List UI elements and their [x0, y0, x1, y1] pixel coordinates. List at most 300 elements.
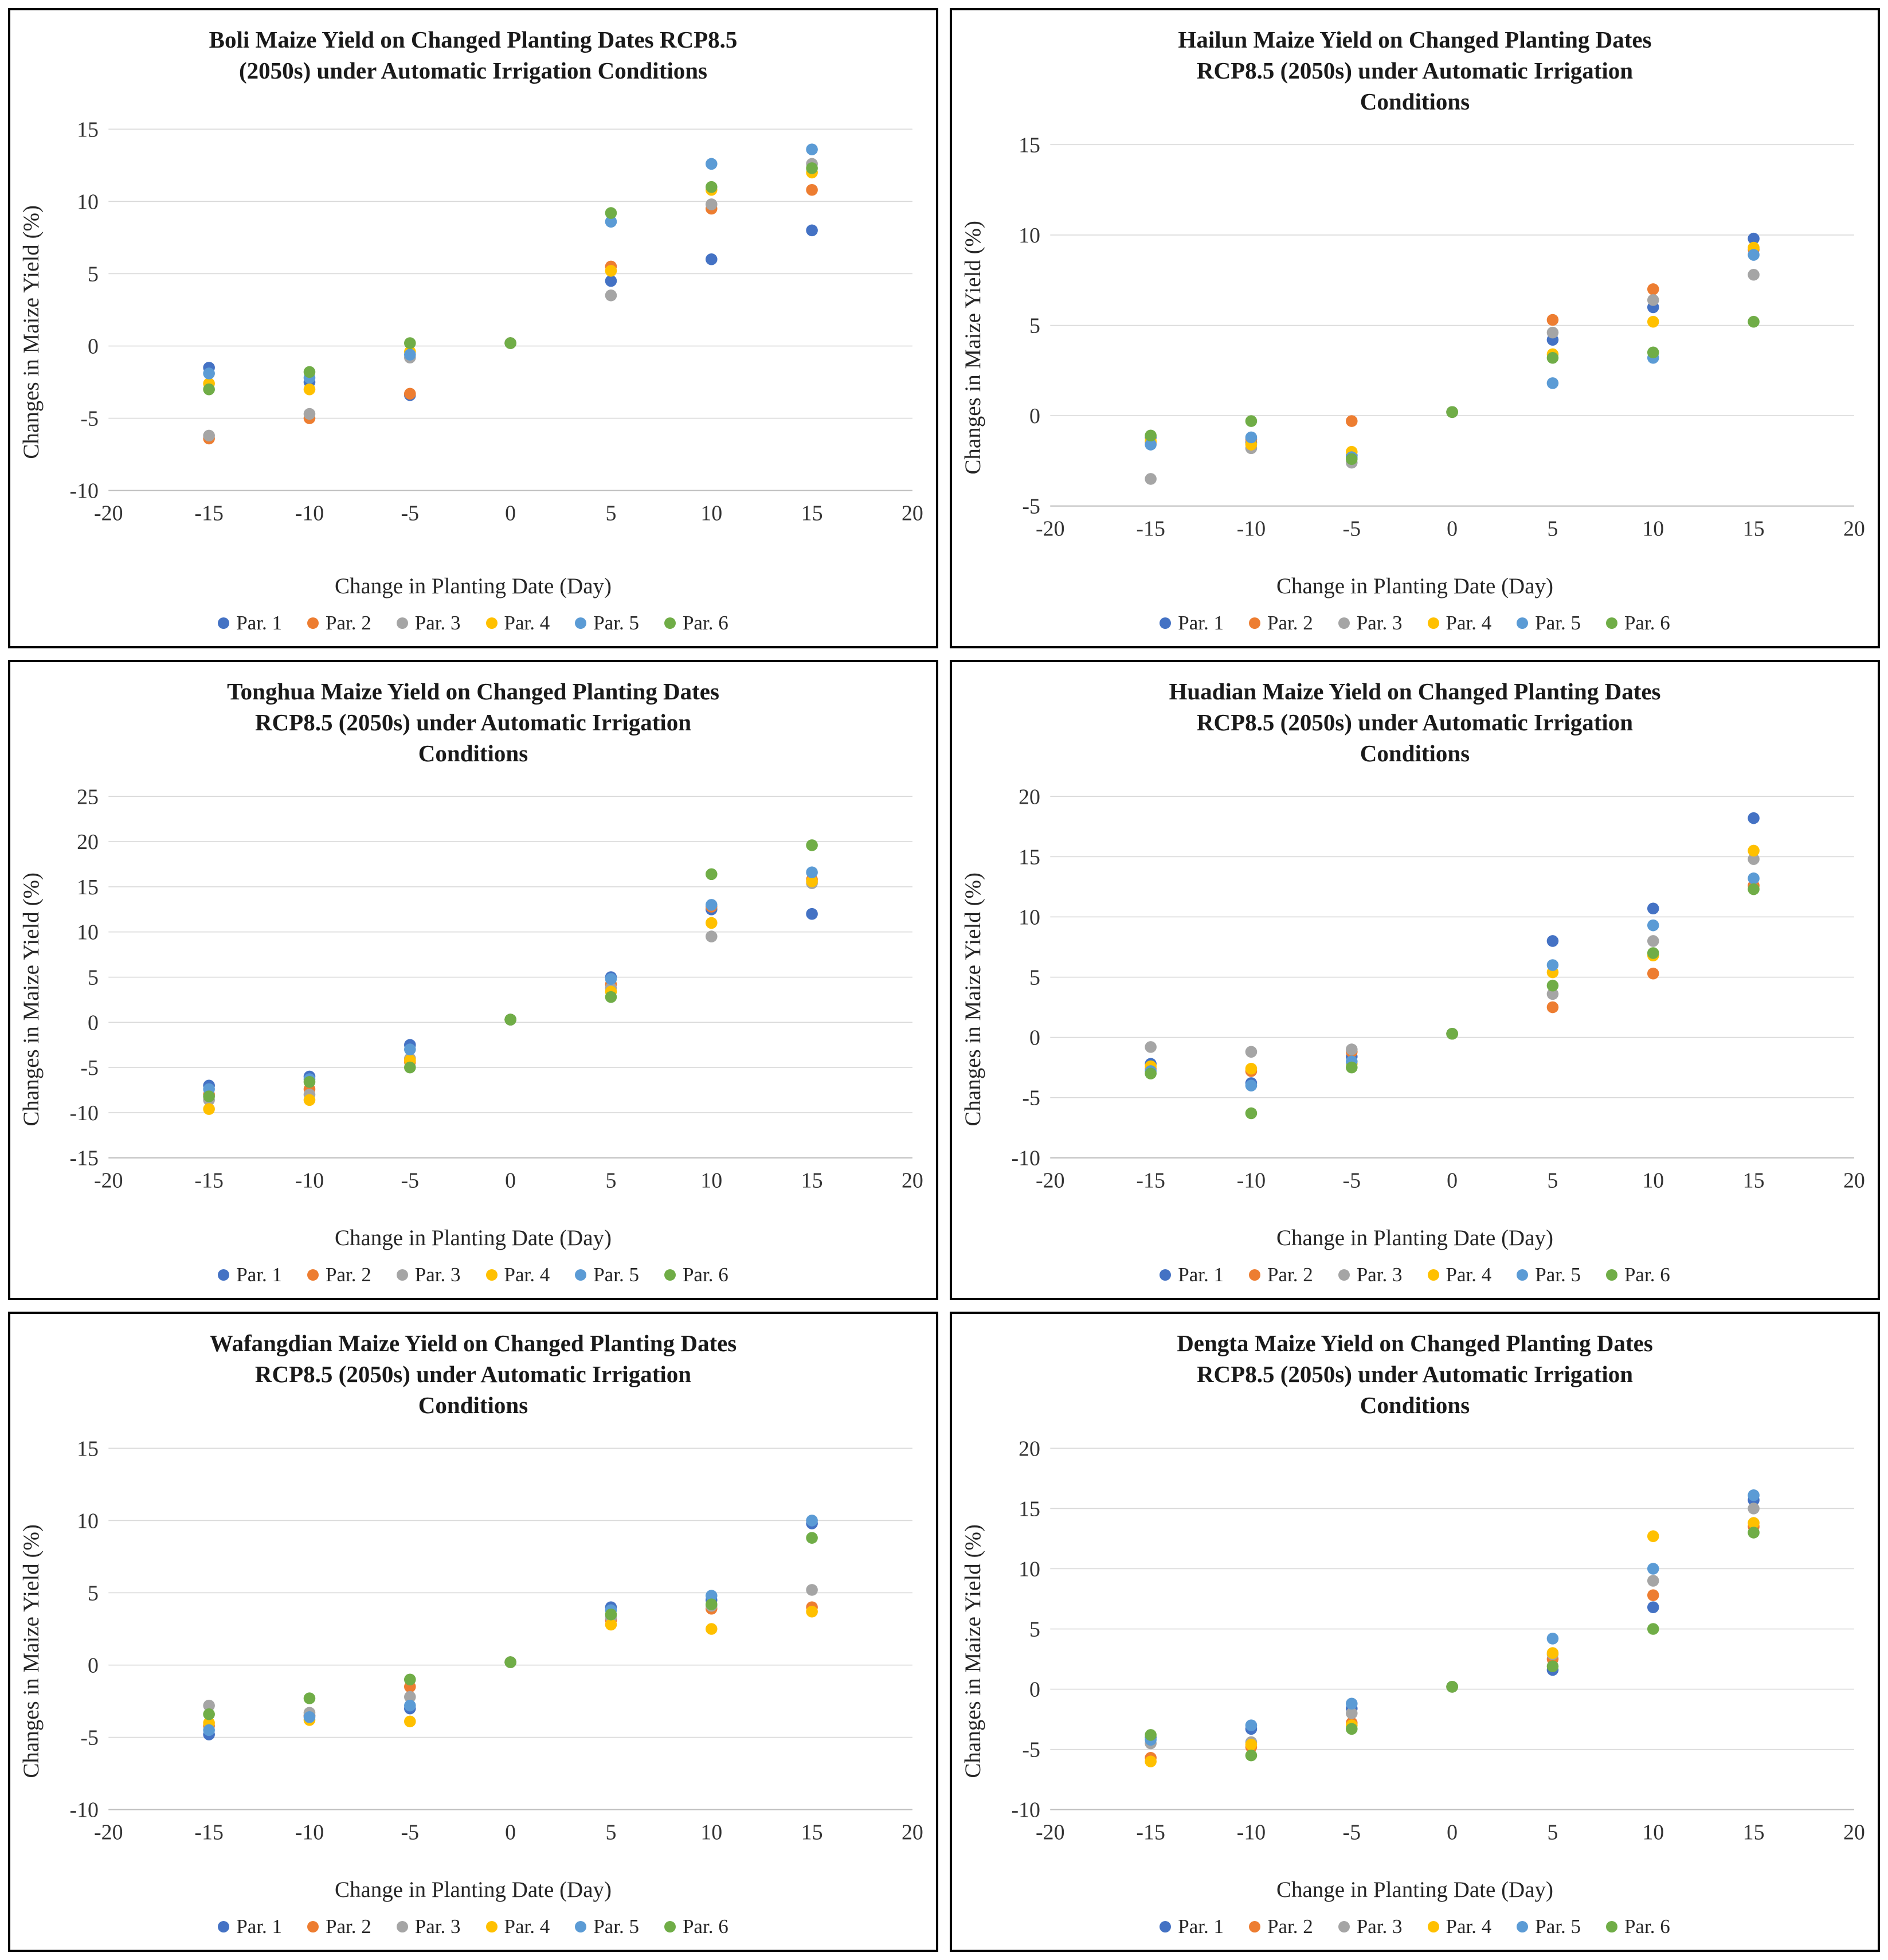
svg-text:-10: -10: [295, 1168, 324, 1193]
legend-item: [307, 612, 371, 635]
data-point: [706, 917, 718, 929]
series-par-6: [1145, 883, 1760, 1118]
data-point: [1145, 1041, 1157, 1053]
legend-label: Par. 5: [593, 1263, 639, 1286]
legend-label: Par. 6: [1624, 612, 1670, 634]
data-point: [1748, 873, 1760, 885]
legend-label: Par. 6: [682, 1915, 728, 1938]
data-point: [706, 1623, 718, 1635]
data-point: [605, 207, 617, 219]
data-point: [1547, 1660, 1559, 1672]
svg-text:5: 5: [1029, 314, 1040, 338]
svg-text:-15: -15: [194, 1820, 224, 1845]
data-point: [1748, 883, 1760, 895]
svg-text:-5: -5: [1022, 494, 1040, 519]
series-par-4: [1145, 241, 1760, 457]
x-axis-ticks: [94, 501, 923, 525]
legend-label: Par. 2: [326, 612, 371, 634]
x-axis-title: Change in Planting Date (Day): [334, 574, 612, 598]
data-point: [1245, 1107, 1258, 1119]
legend-label: Par. 4: [504, 612, 550, 634]
series-par-2: [203, 874, 818, 1101]
data-point: [1446, 406, 1458, 418]
data-point: [1647, 920, 1659, 932]
legend-marker-icon: [307, 617, 319, 629]
gridlines: [108, 796, 912, 1157]
data-point: [1547, 1633, 1559, 1645]
plot-area: [46, 779, 928, 1220]
svg-text:10: 10: [1019, 905, 1040, 930]
legend-label: Par. 1: [236, 612, 283, 634]
legend-item: [664, 1915, 728, 1938]
data-point: [1145, 473, 1157, 485]
svg-text:15: 15: [1742, 517, 1765, 541]
legend-label: Par. 6: [1624, 1263, 1670, 1286]
series-par-3: [203, 158, 818, 441]
data-point: [706, 253, 718, 265]
data-point: [504, 1656, 516, 1668]
series-par-4: [1145, 1517, 1760, 1767]
svg-text:-5: -5: [80, 406, 99, 431]
data-point: [304, 366, 316, 378]
legend-item: [218, 1263, 282, 1286]
chart-body: [960, 1426, 1870, 1876]
chart-body: [18, 1426, 928, 1876]
svg-text:-20: -20: [94, 1168, 123, 1193]
svg-text:0: 0: [88, 1653, 99, 1678]
legend-item: [1160, 612, 1224, 635]
svg-text:-5: -5: [80, 1055, 99, 1080]
svg-text:0: 0: [1447, 517, 1458, 541]
legend-item: [575, 612, 639, 635]
legend-label: Par. 5: [593, 1915, 639, 1938]
plot-area: [988, 1431, 1870, 1872]
legend-label: Par. 3: [414, 1263, 461, 1286]
legend-marker-icon: [307, 1921, 319, 1932]
data-point: [1748, 844, 1760, 856]
legend-marker-icon: [397, 1921, 408, 1932]
chart-legend: [1160, 1263, 1670, 1286]
chart-title: [227, 676, 719, 769]
svg-text:25: 25: [77, 784, 99, 809]
svg-text:-10: -10: [295, 1820, 324, 1845]
legend-item: [397, 1915, 461, 1938]
legend-item: [307, 1915, 371, 1938]
legend-label: Par. 5: [1535, 612, 1581, 634]
y-axis-ticks: [69, 785, 99, 1170]
svg-text:-5: -5: [401, 1168, 420, 1193]
data-point: [1547, 959, 1559, 971]
legend-label: Par. 1: [1178, 1263, 1224, 1286]
x-axis-title: Change in Planting Date (Day): [1276, 574, 1554, 598]
data-point: [1748, 1489, 1760, 1501]
x-axis-title: Change in Planting Date (Day): [334, 1226, 612, 1250]
data-point: [1245, 1079, 1258, 1092]
chart-legend: [1160, 612, 1670, 635]
chart-title-line: Conditions: [418, 740, 528, 767]
data-point: [1145, 1755, 1157, 1767]
data-point: [1346, 1697, 1358, 1709]
gridlines: [108, 129, 912, 490]
data-point: [806, 1532, 818, 1544]
legend-item: [1428, 1263, 1492, 1286]
data-point: [605, 1618, 617, 1630]
y-axis-ticks: [1019, 133, 1040, 518]
chart-title-line: RCP8.5 (2050s) under Automatic Irrigation: [1196, 1361, 1634, 1388]
legend-item: [1606, 612, 1670, 635]
legend-marker-icon: [397, 617, 408, 629]
data-point: [304, 1094, 316, 1106]
svg-text:-5: -5: [80, 1726, 99, 1750]
data-point: [706, 181, 718, 193]
data-point: [504, 337, 516, 349]
svg-text:10: 10: [1019, 223, 1040, 248]
data-point: [1647, 902, 1659, 914]
series-par-4: [203, 166, 818, 395]
legend-item: [1249, 1915, 1313, 1938]
data-point: [1647, 1623, 1659, 1635]
data-point: [203, 1090, 215, 1102]
svg-text:15: 15: [1742, 1820, 1765, 1845]
svg-text:5: 5: [88, 965, 99, 990]
data-point: [1647, 346, 1659, 358]
legend-label: Par. 2: [326, 1263, 371, 1286]
svg-text:15: 15: [1019, 845, 1040, 870]
svg-text:0: 0: [1029, 1677, 1040, 1702]
series-par-1: [1145, 233, 1760, 461]
legend-item: [1249, 1263, 1313, 1286]
data-point: [1346, 415, 1358, 427]
legend-item: [575, 1915, 639, 1938]
legend-label: Par. 4: [504, 1915, 550, 1938]
x-axis-title: Change in Planting Date (Day): [1276, 1877, 1554, 1902]
data-point: [806, 184, 818, 196]
chart-title-line: RCP8.5 (2050s) under Automatic Irrigation: [254, 709, 692, 736]
svg-text:0: 0: [505, 1820, 516, 1845]
legend-marker-icon: [1517, 617, 1528, 629]
data-point: [1647, 968, 1659, 980]
data-point: [806, 162, 818, 174]
series-par-3: [1145, 1503, 1760, 1749]
svg-text:0: 0: [505, 1168, 516, 1193]
svg-text:10: 10: [77, 920, 99, 945]
series-par-4: [203, 875, 818, 1115]
svg-text:-15: -15: [1136, 517, 1165, 541]
svg-text:5: 5: [605, 1168, 617, 1193]
data-point: [1245, 431, 1258, 443]
data-point: [1547, 935, 1559, 947]
data-point: [1547, 980, 1559, 992]
series-par-5: [1145, 873, 1760, 1092]
svg-text:15: 15: [77, 117, 99, 142]
data-point: [605, 1609, 617, 1621]
legend-item: [1160, 1915, 1224, 1938]
series-par-3: [203, 1584, 818, 1719]
data-point: [1748, 269, 1760, 281]
legend-marker-icon: [1249, 1921, 1260, 1932]
legend-item: [1249, 612, 1313, 635]
svg-text:20: 20: [901, 1820, 923, 1845]
svg-text:20: 20: [1843, 517, 1865, 541]
legend-item: [397, 1263, 461, 1286]
data-point: [706, 1598, 718, 1610]
series-par-2: [1145, 1520, 1760, 1763]
data-point: [1748, 812, 1760, 824]
svg-text:15: 15: [801, 1820, 823, 1845]
chart-title-line: (2050s) under Automatic Irrigation Conditions: [238, 57, 708, 84]
legend-label: Par. 6: [1624, 1915, 1670, 1938]
data-point: [806, 224, 818, 236]
data-point: [203, 1708, 215, 1720]
legend-item: [486, 612, 550, 635]
svg-text:-10: -10: [295, 501, 324, 526]
plot-area: [46, 112, 928, 553]
y-axis-title: Changes in Maize Yield (%): [961, 220, 985, 475]
data-point: [806, 1515, 818, 1527]
legend-marker-icon: [1338, 617, 1350, 629]
chart-panel-tonghua: [8, 660, 938, 1300]
svg-text:-20: -20: [94, 1820, 123, 1845]
legend-marker-icon: [486, 617, 498, 629]
svg-text:-15: -15: [194, 501, 224, 526]
svg-text:-20: -20: [1036, 1168, 1065, 1193]
legend-label: Par. 3: [414, 612, 461, 634]
legend-marker-icon: [1249, 1269, 1260, 1281]
legend-marker-icon: [1517, 1921, 1528, 1932]
legend-marker-icon: [1338, 1921, 1350, 1932]
data-point: [1547, 377, 1559, 389]
svg-text:-15: -15: [69, 1146, 99, 1171]
data-point: [304, 1692, 316, 1704]
chart-legend: [1160, 1915, 1670, 1938]
data-point: [806, 866, 818, 878]
chart-panel-huadian: [950, 660, 1880, 1300]
chart-title-line: Conditions: [418, 1392, 528, 1419]
legend-label: Par. 2: [1267, 612, 1313, 634]
legend-marker-icon: [664, 1921, 676, 1932]
data-point: [1145, 1067, 1157, 1079]
scatter-plot: [46, 1431, 928, 1872]
series-par-1: [203, 1517, 818, 1740]
svg-text:5: 5: [88, 1581, 99, 1606]
svg-text:-15: -15: [1136, 1820, 1165, 1845]
data-point: [1647, 1530, 1659, 1542]
series-par-5: [203, 866, 818, 1095]
series-par-1: [1145, 1494, 1760, 1743]
legend-label: Par. 4: [1446, 1915, 1492, 1938]
series-par-3: [203, 877, 818, 1106]
data-point: [203, 384, 215, 396]
x-axis-ticks: [94, 1820, 923, 1844]
series-par-6: [1145, 1527, 1760, 1761]
legend-item: [1338, 612, 1403, 635]
data-point: [1245, 415, 1258, 427]
svg-text:10: 10: [1642, 517, 1664, 541]
legend-marker-icon: [1160, 1921, 1171, 1932]
data-point: [1245, 1739, 1258, 1751]
chart-title-line: Huadian Maize Yield on Changed Planting Dates: [1169, 678, 1661, 705]
svg-text:-10: -10: [69, 479, 99, 503]
gridlines: [1050, 796, 1854, 1157]
chart-title-line: Hailun Maize Yield on Changed Planting Dates: [1178, 26, 1652, 53]
data-point: [1346, 1043, 1358, 1055]
svg-text:10: 10: [1019, 1557, 1040, 1582]
series-par-6: [203, 1532, 818, 1720]
data-point: [404, 1700, 416, 1712]
legend-marker-icon: [1428, 617, 1439, 629]
data-point: [1748, 249, 1760, 261]
legend-marker-icon: [307, 1269, 319, 1281]
data-point: [203, 1103, 215, 1115]
legend-marker-icon: [397, 1269, 408, 1281]
data-point: [1647, 283, 1659, 295]
svg-text:15: 15: [1019, 132, 1040, 157]
series-par-6: [203, 162, 818, 395]
svg-text:-10: -10: [69, 1798, 99, 1822]
series-par-5: [1145, 249, 1760, 463]
svg-text:20: 20: [1843, 1168, 1865, 1193]
svg-text:0: 0: [1447, 1820, 1458, 1845]
y-axis-ticks: [1011, 785, 1040, 1170]
series-par-2: [1145, 879, 1760, 1077]
data-point: [1647, 935, 1659, 947]
chart-title-line: Tonghua Maize Yield on Changed Planting Dates: [227, 678, 719, 705]
legend-item: [1428, 1915, 1492, 1938]
data-point: [1547, 1001, 1559, 1013]
data-point: [304, 1076, 316, 1088]
chart-title-line: RCP8.5 (2050s) under Automatic Irrigation: [254, 1361, 692, 1388]
svg-text:10: 10: [77, 1509, 99, 1533]
legend-label: Par. 3: [1356, 1263, 1403, 1286]
chart-body: [960, 774, 1870, 1224]
legend-item: [486, 1915, 550, 1938]
legend-marker-icon: [1249, 617, 1260, 629]
legend-item: [1517, 1915, 1581, 1938]
svg-text:15: 15: [1742, 1168, 1765, 1193]
legend-label: Par. 1: [236, 1915, 283, 1938]
data-point: [605, 973, 617, 985]
series-par-3: [1145, 269, 1760, 485]
chart-legend: [218, 1263, 728, 1286]
legend-marker-icon: [218, 1921, 229, 1932]
svg-text:5: 5: [605, 501, 617, 526]
data-point: [304, 408, 316, 420]
legend-marker-icon: [575, 1269, 586, 1281]
svg-text:0: 0: [1029, 1026, 1040, 1050]
legend-marker-icon: [1606, 1269, 1617, 1281]
legend-label: Par. 2: [1267, 1915, 1313, 1938]
chart-title-line: RCP8.5 (2050s) under Automatic Irrigation: [1196, 709, 1634, 736]
data-point: [605, 275, 617, 287]
series-par-1: [1145, 812, 1760, 1089]
legend-marker-icon: [575, 617, 586, 629]
legend-item: [664, 1263, 728, 1286]
svg-text:-10: -10: [1236, 1168, 1266, 1193]
scatter-plot: [988, 779, 1870, 1220]
chart-panel-boli: [8, 8, 938, 648]
data-point: [706, 868, 718, 880]
x-axis-ticks: [94, 1168, 923, 1192]
svg-text:5: 5: [1547, 1820, 1558, 1845]
series-par-6: [203, 839, 818, 1102]
chart-title-line: Conditions: [1360, 740, 1470, 767]
data-point: [1748, 1503, 1760, 1515]
gridlines: [1050, 1448, 1854, 1809]
svg-text:-10: -10: [1236, 517, 1266, 541]
svg-text:15: 15: [801, 1168, 823, 1193]
x-axis-ticks: [1036, 1168, 1865, 1192]
svg-text:5: 5: [1029, 1617, 1040, 1642]
legend-label: Par. 5: [1535, 1915, 1581, 1938]
data-point: [1547, 1647, 1559, 1659]
series-par-3: [1145, 853, 1760, 1058]
legend-label: Par. 4: [1446, 612, 1492, 634]
legend-item: [218, 612, 282, 635]
y-axis-title: Changes in Maize Yield (%): [961, 1524, 985, 1778]
charts-grid: [8, 8, 1880, 1952]
legend-label: Par. 3: [1356, 1915, 1403, 1938]
chart-panel-dengta: [950, 1312, 1880, 1952]
chart-panel-hailun: [950, 8, 1880, 648]
legend-marker-icon: [486, 1921, 498, 1932]
data-point: [1346, 1061, 1358, 1073]
legend-item: [1338, 1263, 1403, 1286]
data-point: [1346, 453, 1358, 465]
legend-marker-icon: [1160, 1269, 1171, 1281]
svg-text:10: 10: [700, 501, 723, 526]
data-point: [1748, 1527, 1760, 1539]
legend-marker-icon: [486, 1269, 498, 1281]
chart-legend: [218, 612, 728, 635]
legend-item: [1606, 1915, 1670, 1938]
svg-text:15: 15: [1019, 1497, 1040, 1521]
svg-text:10: 10: [700, 1168, 723, 1193]
series-par-5: [1145, 1489, 1760, 1746]
svg-text:-20: -20: [1036, 517, 1065, 541]
svg-text:-20: -20: [1036, 1820, 1065, 1845]
legend-item: [664, 612, 728, 635]
data-point: [806, 143, 818, 155]
svg-text:-5: -5: [401, 1820, 420, 1845]
data-point: [1446, 1681, 1458, 1693]
legend-item: [1517, 612, 1581, 635]
data-point: [1647, 1575, 1659, 1587]
legend-marker-icon: [664, 1269, 676, 1281]
chart-title: [1177, 1328, 1653, 1421]
data-point: [806, 1606, 818, 1618]
data-point: [1346, 1723, 1358, 1735]
legend-item: [486, 1263, 550, 1286]
svg-text:10: 10: [77, 190, 99, 214]
scatter-plot: [988, 1431, 1870, 1872]
legend-label: Par. 6: [682, 612, 728, 634]
y-axis-ticks: [69, 118, 99, 503]
legend-item: [218, 1915, 282, 1938]
svg-text:10: 10: [700, 1820, 723, 1845]
legend-marker-icon: [1517, 1269, 1528, 1281]
svg-text:-5: -5: [1022, 1738, 1040, 1762]
data-point: [404, 1061, 416, 1073]
legend-label: Par. 3: [1356, 612, 1403, 634]
data-point: [706, 158, 718, 170]
chart-panel-wafangdian: [8, 1312, 938, 1952]
data-point: [1245, 1063, 1258, 1075]
data-point: [1245, 1046, 1258, 1058]
legend-marker-icon: [1338, 1269, 1350, 1281]
data-point: [1547, 352, 1559, 364]
svg-text:20: 20: [1843, 1820, 1865, 1845]
chart-title-line: Wafangdian Maize Yield on Changed Planting Dates: [209, 1330, 737, 1356]
